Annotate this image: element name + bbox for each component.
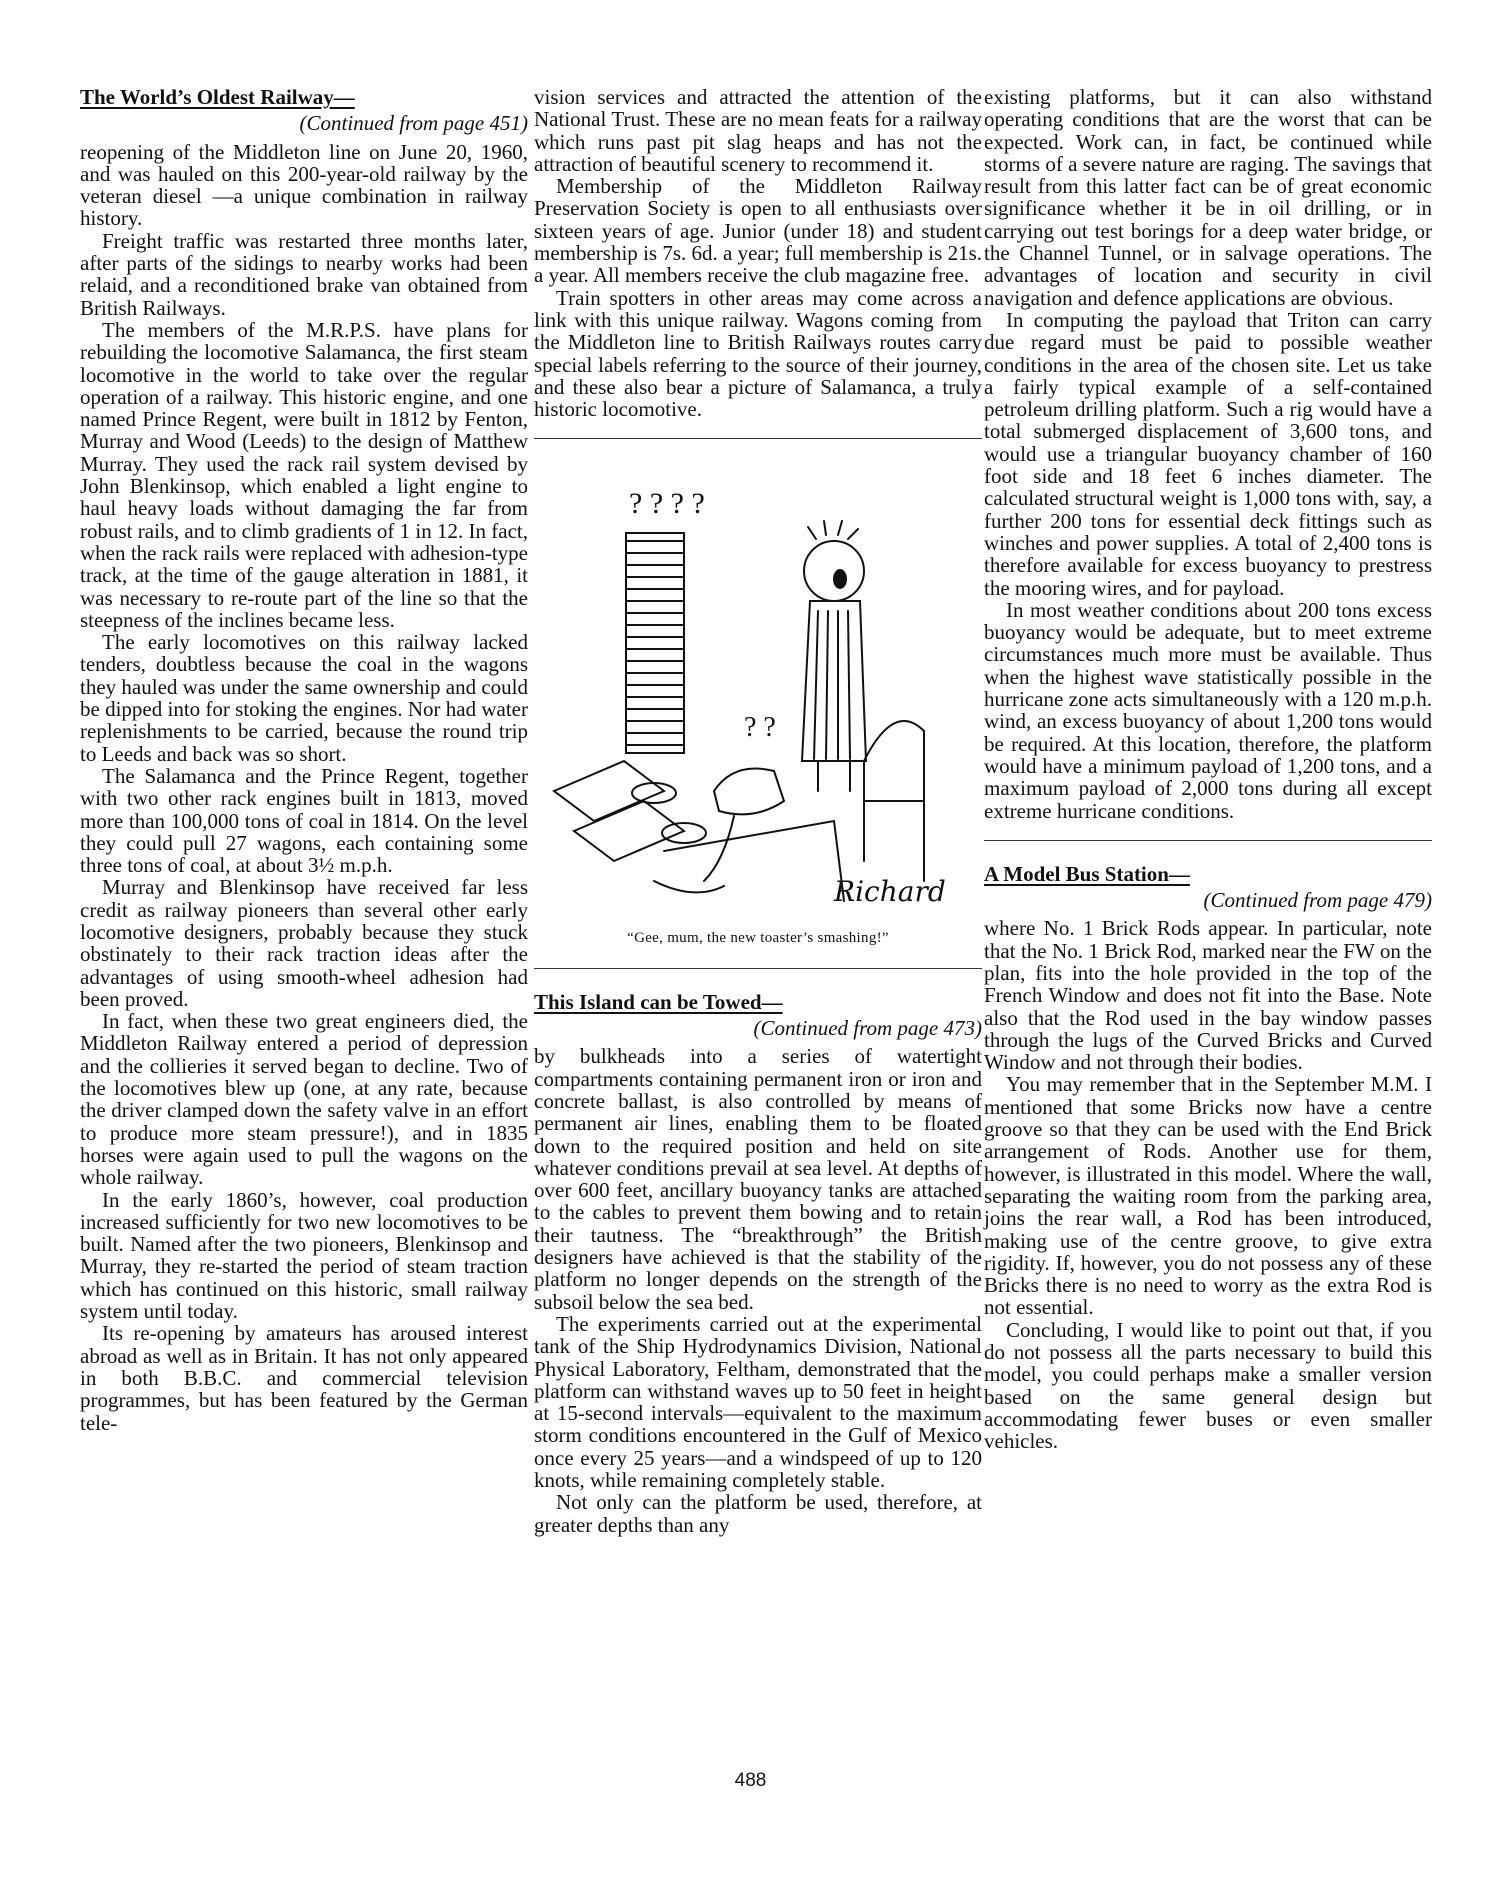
cartoon-illustration bbox=[534, 461, 982, 921]
bus-continued-note: (Continued from page 479) bbox=[1203, 888, 1432, 913]
column-1 bbox=[80, 86, 528, 1434]
paragraph: vision services and attracted the attention of the National Trust. These are no mean feats for a railway which runs past pit slag heaps and has not the attraction of beautiful scenery to recommend it. bbox=[534, 85, 982, 176]
cartoon-signature: Richard bbox=[834, 875, 946, 909]
divider bbox=[534, 438, 982, 439]
railway-continued-note: (Continued from page 451) bbox=[299, 111, 528, 136]
island-continued-note: (Continued from page 473) bbox=[753, 1016, 982, 1041]
paragraph: reopening of the Middleton line on June 20, 1960, and was hauled on this 200-year-old railway by the veteran diesel —a unique combination in railway history. bbox=[80, 139, 528, 231]
divider bbox=[984, 840, 1432, 841]
paragraph: The Salamanca and the Prince Regent, together with two other rack engines built in 1813, moved more than 100,000 tons of coal in 1814. On the level they could pull 27 wagons, each containing some three tons of coal, at about 3½ m.p.h. bbox=[80, 763, 528, 878]
paragraph: Membership of the Middleton Railway Preservation Society is open to all enthusiasts over sixteen years of age. Junior (under 18) and student membership is 7s. 6d. a year; full membership is 21s. a year. All members receive the club magazine free. bbox=[534, 174, 982, 288]
paragraph: Freight traffic was restarted three months later, after parts of the sidings to nearby works had been relaid, and a reconditioned brake van obtained from British Railways. bbox=[80, 228, 528, 320]
paragraph: In most weather conditions about 200 tons excess buoyancy would be adequate, but to meet extreme circumstances much more must be available. Thus when the highest wave statistically possible in the hurricane zone acts simultaneously with a 120 m.p.h. wind, an excess buoyancy of about 1,200 tons would be required. At this location, therefore, the platform would have a minimum payload of 1,200 tons, and a maximum payload of 2,000 tons during all except extreme hurricane conditions. bbox=[984, 597, 1432, 823]
paragraph: The experiments carried out at the experimental tank of the Ship Hydrodynamics Division, National Physical Laboratory, Feltham, demonstrated that the platform can withstand waves up to 50 feet in height at 15-second intervals—equivalent to the maximum storm conditions encountered in the Gulf of Mexico once every 25 years—and a windspeed of up to 120 knots, while remaining completely stable. bbox=[534, 1311, 982, 1492]
toaster-cartoon-drawing bbox=[534, 461, 982, 921]
railway-article-title: The World’s Oldest Railway— bbox=[80, 85, 355, 109]
svg-text:? ?: ? ? bbox=[744, 712, 776, 744]
paragraph: Murray and Blenkinsop have received far less credit as railway pioneers than several other early locomotive designers, probably because they stuck obstinately to their rack traction ideas after the advantages of using smooth-wheel adhesion had been proved. bbox=[80, 875, 528, 1011]
paragraph: You may remember that in the September M.M. I mentioned that some Bricks now have a centre groove so that they can be used with the End Brick arrangement of Rods. Another use for them, however, is illustrated in this model. Where the wall, separating the waiting room from the parking area, joins the rear wall, a Rod has been introduced, making use of the centre groove, to give extra rigidity. If, however, you do not possess any of these Bricks there is no need to worry as the extra Rod is not essential. bbox=[984, 1072, 1432, 1320]
paragraph: The early locomotives on this railway lacked tenders, doubtless because the coal in the wagons they hauled was under the same ownership and could be dipped into for stoking the engines. Nor had water replenishments to be carried, because the round trip to Leeds and back was so short. bbox=[80, 630, 528, 766]
paragraph: by bulkheads into a series of watertight compartments containing permanent iron or iron and concrete ballast, is also controlled by means of permanent air lines, enabling them to be floated down to the required position and held on site whatever conditions prevail at sea level. At depths of over 600 feet, ancillary buoyancy tanks are attached to the cables to prevent them bowing and to retain their tautness. The “breakthrough” the British designers have achieved is that the stability of the platform no longer depends on the strength of the subsoil below the sea bed. bbox=[534, 1044, 982, 1314]
paragraph: Train spotters in other areas may come across a link with this unique railway. Wagons coming from the Middleton line to British Railways routes carry special labels referring to the source of their journey, and these also bear a picture of Salamanca, a truly historic locomotive. bbox=[534, 285, 982, 422]
paragraph: Its re-opening by amateurs has aroused interest abroad as well as in Britain. It has not only appeared in both B.B.C. and commercial television programmes, but has been featured by the German tele- bbox=[80, 1321, 528, 1435]
cartoon-caption: “Gee, mum, the new toaster’s smashing!” bbox=[627, 930, 889, 947]
island-article-title: This Island can be Towed— bbox=[534, 989, 783, 1014]
bus-article-title: A Model Bus Station— bbox=[984, 861, 1190, 886]
column-3 bbox=[984, 86, 1432, 1453]
column-2 bbox=[534, 86, 982, 1536]
paragraph: The members of the M.R.P.S. have plans for rebuilding the locomotive Salamanca, the first steam locomotive in the world to take over the regular operation of a railway. This historic engine, and one named Prince Regent, were built in 1812 by Fenton, Murray and Wood (Leeds) to the design of Matthew Murray. They used the rack rail system devised by John Blenkinsop, which enabled a light engine to haul heavy loads without damaging the far from robust rails, and to climb gradients of 1 in 12. In fact, when the rack rails were replaced with adhesion-type track, at the time of the gauge alteration in 1881, it was necessary to re-route part of the line so that the steepness of the inclines became less. bbox=[80, 317, 528, 632]
paragraph: existing platforms, but it can also withstand operating conditions that are the worst that can be expected. Work can, in fact, be continued while storms of a severe nature are raging. The savings that result from this latter fact can be of great economic significance whether it be in oil drilling, or in carrying out test borings for a deep water bridge, or the Channel Tunnel, or in salvage operations. The advantages of location and security in civil navigation and defence applications are obvious. bbox=[984, 85, 1432, 310]
paragraph: Concluding, I would like to point out that, if you do not possess all the parts necessary to build this model, you could perhaps make a smaller version based on the same general design but accommodating fewer buses or even smaller vehicles. bbox=[984, 1317, 1432, 1454]
page-number: 488 bbox=[734, 1770, 767, 1791]
paragraph: where No. 1 Brick Rods appear. In particular, note that the No. 1 Brick Rod, marked near the FW on the plan, fits into the hole provided in the top of the French Window and does not fit into the Base. Note also that the Rod used in the bay window passes through the lugs of the Curved Bricks and Curved Window and not through their bodies. bbox=[984, 916, 1432, 1075]
divider bbox=[534, 968, 982, 969]
paragraph: In the early 1860’s, however, coal production increased sufficiently for two new locomotives to be built. Named after the two pioneers, Blenkinsop and Murray, they re-started the period of steam traction which has continued on this historic, small railway system until today. bbox=[80, 1187, 528, 1324]
paragraph: In fact, when these two great engineers died, the Middleton Railway entered a period of depression and the collieries it served began to decline. Two of the locomotives blew up (one, at any rate, because the driver clamped down the safety valve in an effort to produce more steam pressure!), and in 1835 horses were again used to pull the wagons on the whole railway. bbox=[80, 1009, 528, 1190]
paragraph: In computing the payload that Triton can carry due regard must be paid to possible weather conditions in the area of the chosen site. Let us take a fairly typical example of a self-contained petroleum drilling platform. Such a rig would have a total submerged displacement of 3,600 tons, and would use a triangular buoyancy chamber of 160 foot side and 18 feet 6 inches diameter. The calculated structural weight is 1,000 tons with, say, a further 200 tons for essential deck fittings such as winches and power supplies. A total of 2,400 tons is therefore available for excess buoyancy to prestress the mooring wires, and for payload. bbox=[984, 307, 1432, 600]
paragraph: Not only can the platform be used, therefore, at greater depths than any bbox=[534, 1490, 982, 1537]
svg-text:? ? ? ?: ? ? ? ? bbox=[629, 487, 705, 521]
